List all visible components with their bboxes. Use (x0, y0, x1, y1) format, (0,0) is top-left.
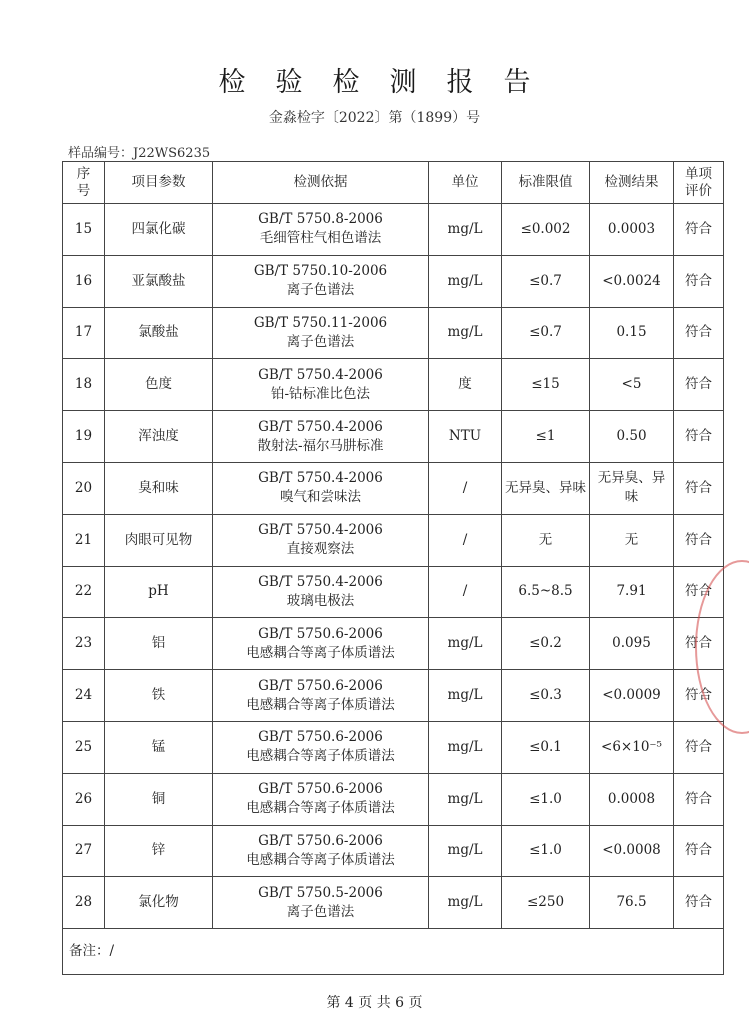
unit: mg/L (429, 307, 502, 359)
test-method: 离子色谱法 (286, 333, 355, 350)
test-basis (213, 411, 429, 463)
row-number: 16 (63, 255, 105, 307)
row-number: 23 (63, 618, 105, 670)
row-number: 24 (63, 670, 105, 722)
test-result: <5 (590, 359, 674, 411)
standard-limit: ≤1.0 (502, 773, 590, 825)
test-standard-code: GB/T 5750.11-2006 (253, 314, 388, 331)
item-name: 肉眼可见物 (105, 514, 213, 566)
item-name: 臭和味 (105, 462, 213, 514)
test-method: 铂-钴标准比色法 (270, 385, 371, 402)
unit: mg/L (429, 721, 502, 773)
unit: mg/L (429, 204, 502, 256)
unit: / (429, 462, 502, 514)
item-name: 铝 (105, 618, 213, 670)
test-basis (213, 670, 429, 722)
test-basis (213, 462, 429, 514)
evaluation: 符合 (674, 670, 724, 722)
test-result: 7.91 (590, 566, 674, 618)
unit: mg/L (429, 877, 502, 929)
evaluation: 符合 (674, 307, 724, 359)
table-body (63, 204, 724, 929)
test-basis (213, 307, 429, 359)
test-method: 电感耦合等离子体质谱法 (246, 696, 395, 713)
test-standard-code: GB/T 5750.8-2006 (258, 211, 383, 228)
evaluation: 符合 (674, 411, 724, 463)
row-number: 20 (63, 462, 105, 514)
unit: mg/L (429, 255, 502, 307)
test-basis (213, 773, 429, 825)
test-result: 0.0008 (590, 773, 674, 825)
column-header-text: 单项 评价 (685, 165, 712, 199)
item-name: 亚氯酸盐 (105, 255, 213, 307)
table-row (63, 514, 724, 566)
standard-limit: ≤0.7 (502, 307, 590, 359)
item-name: 铁 (105, 670, 213, 722)
column-header: 检测结果 (590, 162, 674, 204)
item-name: pH (105, 566, 213, 618)
results-table (62, 161, 724, 975)
item-name: 浑浊度 (105, 411, 213, 463)
column-header: 检测依据 (213, 162, 429, 204)
unit: / (429, 514, 502, 566)
standard-limit: ≤0.2 (502, 618, 590, 670)
test-method: 电感耦合等离子体质谱法 (246, 644, 395, 661)
test-basis (213, 514, 429, 566)
unit: 度 (429, 359, 502, 411)
test-basis (213, 255, 429, 307)
evaluation: 符合 (674, 721, 724, 773)
test-standard-code: GB/T 5750.4-2006 (258, 418, 383, 435)
test-result: <0.0024 (590, 255, 674, 307)
table-row (63, 721, 724, 773)
test-result: 0.0003 (590, 204, 674, 256)
test-result: <6×10⁻⁵ (590, 721, 674, 773)
evaluation: 符合 (674, 773, 724, 825)
unit: mg/L (429, 670, 502, 722)
table-row (63, 359, 724, 411)
evaluation: 符合 (674, 514, 724, 566)
table-row (63, 877, 724, 929)
test-standard-code: GB/T 5750.4-2006 (258, 522, 383, 539)
row-number: 26 (63, 773, 105, 825)
test-result: 0.50 (590, 411, 674, 463)
test-standard-code: GB/T 5750.6-2006 (258, 677, 383, 694)
test-basis (213, 359, 429, 411)
item-name: 锌 (105, 825, 213, 877)
test-standard-code: GB/T 5750.6-2006 (258, 729, 383, 746)
row-number: 18 (63, 359, 105, 411)
item-name: 氯酸盐 (105, 307, 213, 359)
unit: mg/L (429, 773, 502, 825)
test-standard-code: GB/T 5750.4-2006 (258, 366, 383, 383)
test-basis (213, 566, 429, 618)
item-name: 氯化物 (105, 877, 213, 929)
standard-limit: ≤0.002 (502, 204, 590, 256)
test-method: 嗅气和尝味法 (280, 489, 361, 506)
test-result: 0.095 (590, 618, 674, 670)
test-result: <0.0009 (590, 670, 674, 722)
test-result: 无异臭、异味 (590, 462, 674, 514)
test-result: 76.5 (590, 877, 674, 929)
column-header (63, 162, 105, 204)
column-header (674, 162, 724, 204)
test-standard-code: GB/T 5750.6-2006 (258, 832, 383, 849)
table-row (63, 462, 724, 514)
remark-row (63, 929, 724, 975)
unit: mg/L (429, 618, 502, 670)
test-method: 电感耦合等离子体质谱法 (246, 851, 395, 868)
test-standard-code: GB/T 5750.4-2006 (258, 470, 383, 487)
evaluation: 符合 (674, 566, 724, 618)
standard-limit: ≤0.7 (502, 255, 590, 307)
standard-limit: 6.5~8.5 (502, 566, 590, 618)
test-method: 电感耦合等离子体质谱法 (246, 800, 395, 817)
row-number: 21 (63, 514, 105, 566)
standard-limit: 无 (502, 514, 590, 566)
standard-limit: ≤15 (502, 359, 590, 411)
table-row (63, 204, 724, 256)
table-row (63, 618, 724, 670)
test-method: 直接观察法 (286, 541, 355, 558)
standard-limit: ≤1 (502, 411, 590, 463)
evaluation: 符合 (674, 825, 724, 877)
remark-cell: 备注：/ (63, 929, 724, 975)
row-number: 22 (63, 566, 105, 618)
standard-limit: ≤250 (502, 877, 590, 929)
evaluation: 符合 (674, 255, 724, 307)
test-standard-code: GB/T 5750.5-2006 (258, 884, 383, 901)
row-number: 15 (63, 204, 105, 256)
page-number: 第 4 页 共 6 页 (326, 995, 423, 1011)
test-basis (213, 618, 429, 670)
table-row (63, 411, 724, 463)
standard-limit: 无异臭、异味 (502, 462, 590, 514)
row-number: 27 (63, 825, 105, 877)
table-header-row (63, 162, 724, 204)
table-row (63, 670, 724, 722)
column-header: 项目参数 (105, 162, 213, 204)
column-header-text: 序 号 (76, 165, 91, 199)
test-result: <0.0008 (590, 825, 674, 877)
test-result: 0.15 (590, 307, 674, 359)
test-method: 离子色谱法 (286, 903, 355, 920)
test-method: 毛细管柱气相色谱法 (259, 230, 382, 247)
test-standard-code: GB/T 5750.10-2006 (253, 263, 388, 280)
row-number: 19 (63, 411, 105, 463)
row-number: 17 (63, 307, 105, 359)
column-header: 标准限值 (502, 162, 590, 204)
table-row (63, 825, 724, 877)
row-number: 28 (63, 877, 105, 929)
table-row (63, 773, 724, 825)
column-header: 单位 (429, 162, 502, 204)
item-name: 锰 (105, 721, 213, 773)
test-method: 玻璃电极法 (286, 592, 355, 609)
table-row (63, 566, 724, 618)
test-standard-code: GB/T 5750.6-2006 (258, 625, 383, 642)
evaluation: 符合 (674, 618, 724, 670)
unit: / (429, 566, 502, 618)
test-basis (213, 204, 429, 256)
standard-limit: ≤0.3 (502, 670, 590, 722)
table-row (63, 255, 724, 307)
report-title: 检验检测报告 (218, 67, 561, 98)
item-name: 色度 (105, 359, 213, 411)
unit: NTU (429, 411, 502, 463)
evaluation: 符合 (674, 204, 724, 256)
test-basis (213, 877, 429, 929)
sample-number: 样品编号：J22WS6235 (68, 146, 211, 161)
report-number: 金淼检字〔2022〕第（1899）号 (268, 110, 481, 126)
row-number: 25 (63, 721, 105, 773)
test-method: 电感耦合等离子体质谱法 (246, 748, 395, 765)
unit: mg/L (429, 825, 502, 877)
test-method: 离子色谱法 (286, 282, 355, 299)
test-basis (213, 721, 429, 773)
standard-limit: ≤1.0 (502, 825, 590, 877)
item-name: 铜 (105, 773, 213, 825)
table-row (63, 307, 724, 359)
standard-limit: ≤0.1 (502, 721, 590, 773)
evaluation: 符合 (674, 462, 724, 514)
test-basis (213, 825, 429, 877)
evaluation: 符合 (674, 877, 724, 929)
test-standard-code: GB/T 5750.4-2006 (258, 573, 383, 590)
test-method: 散射法-福尔马肼标准 (257, 437, 384, 454)
item-name: 四氯化碳 (105, 204, 213, 256)
test-standard-code: GB/T 5750.6-2006 (258, 781, 383, 798)
evaluation: 符合 (674, 359, 724, 411)
test-result: 无 (590, 514, 674, 566)
